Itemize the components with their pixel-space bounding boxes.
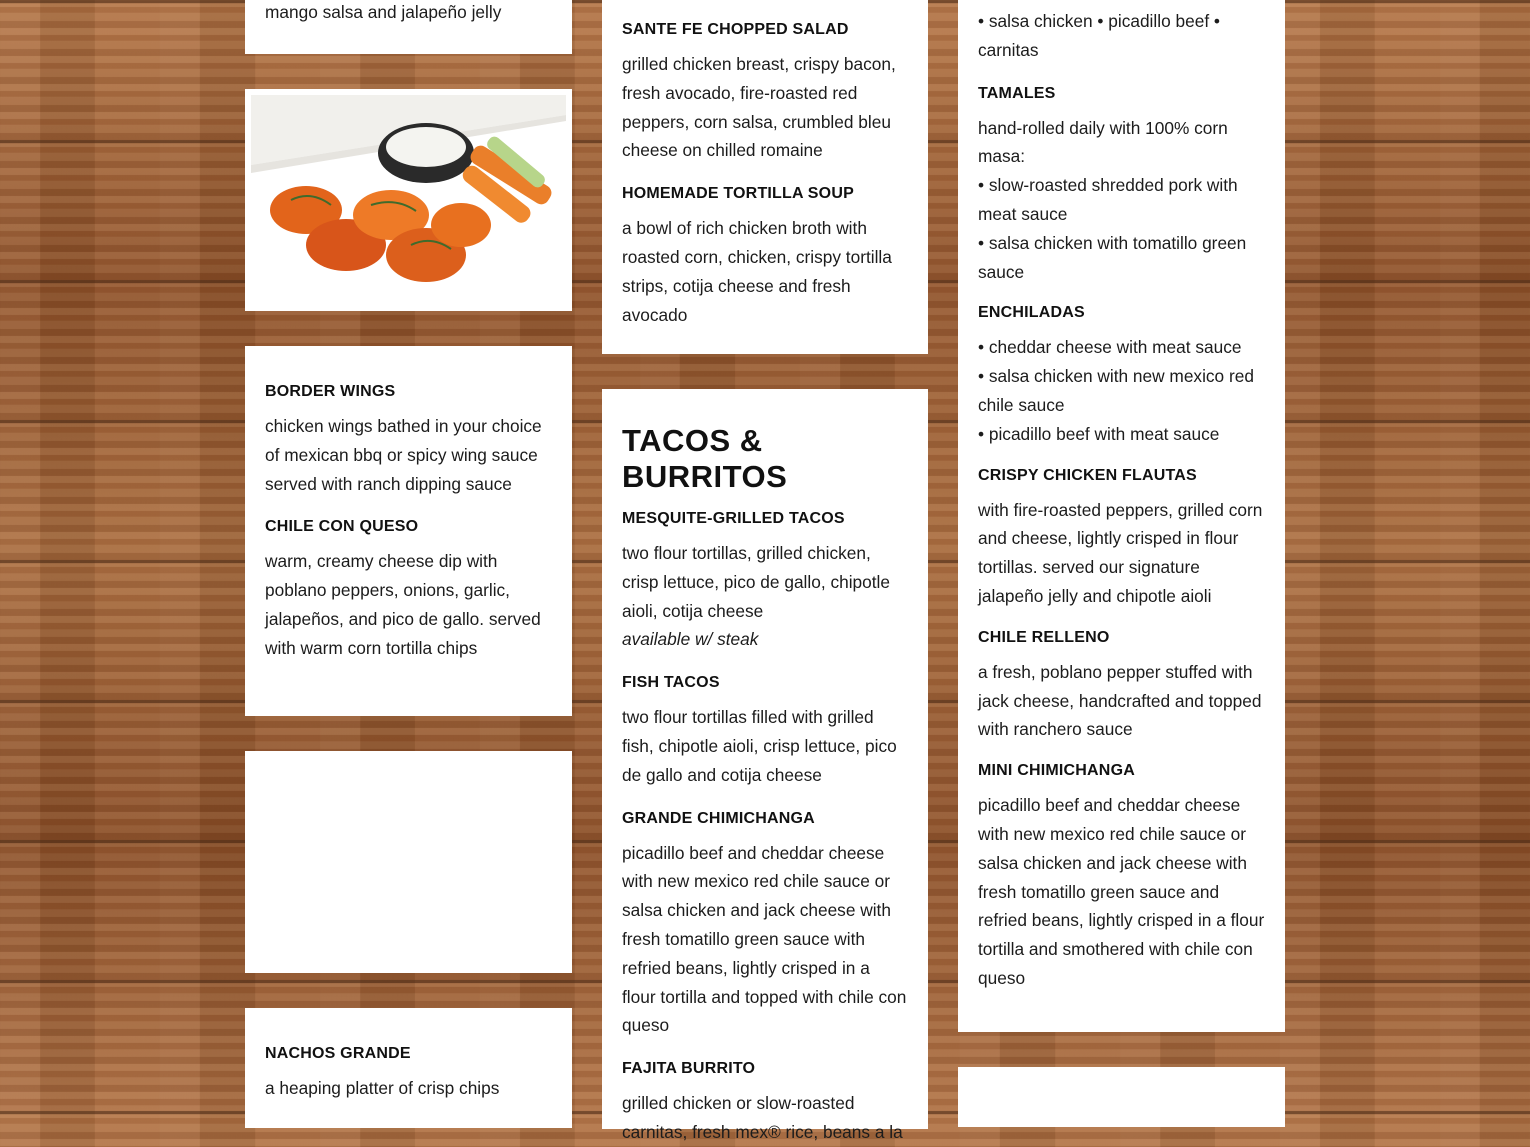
item-description-fajita-burrito: grilled chicken or slow-roasted carnitas, fresh mex® rice, beans a la [622, 1093, 903, 1142]
menu-card-nachos [245, 1008, 572, 1128]
item-description-grande-chimichanga: picadillo beef and cheddar cheese with new mexico red chile sauce or salsa chicken and jack cheese with fresh tomatillo green sauce with refried beans, lightly crisped in a flour tortilla and topped with chile con queso [622, 842, 907, 1036]
item-title-chile-con-queso: CHILE CON QUESO [265, 518, 419, 536]
item-title-border-wings: BORDER WINGS [265, 383, 396, 400]
wings-image [251, 95, 566, 305]
item-line-enchiladas-3: • picadillo beef with meat sauce [978, 423, 1220, 444]
section-title-tacos-burritos: TACOS & BURRITOS [622, 423, 788, 494]
item-title-tamales: TAMALES [978, 84, 1056, 102]
item-title-tortilla-soup: HOMEMADE TORTILLA SOUP [622, 185, 854, 203]
item-title-grande-chimichanga: GRANDE CHIMICHANGA [622, 809, 815, 827]
item-title-nachos-grande: NACHOS GRANDE [265, 1045, 411, 1062]
menu-card-specialties [958, 0, 1285, 1032]
menu-card-bottom-right [958, 1067, 1285, 1127]
menu-card-salads-soups [602, 0, 928, 354]
item-description: mango salsa and jalapeño jelly [265, 2, 502, 22]
item-description-border-wings: chicken wings bathed in your choice of mexican bbq or spicy wing sauce served with ranch dipping sauce [265, 416, 542, 494]
wings-photo [251, 95, 566, 305]
item-title-mini-chimichanga: MINI CHIMICHANGA [978, 762, 1135, 780]
item-title-crispy-flautas: CRISPY CHICKEN FLAUTAS [978, 466, 1197, 484]
menu-card-appetizers [245, 346, 572, 716]
item-line-tamales-2: • slow-roasted shredded pork with meat sauce [978, 175, 1238, 224]
item-description-crispy-flautas: with fire-roasted peppers, grilled corn and cheese, lightly crisped in flour tortillas. served our signature jalapeño jelly and chipotle aioli [978, 499, 1263, 606]
item-description-chile-relleno: a fresh, poblano pepper stuffed with jack cheese, handcrafted and topped with ranchero sauce [978, 661, 1262, 740]
menu-card-tacos-burritos [602, 389, 928, 1142]
item-title-chile-relleno: CHILE RELLENO [978, 628, 1110, 646]
item-line-enchiladas-1: • cheddar cheese with meat sauce [978, 337, 1242, 358]
item-title-sante-fe-salad: SANTE FE CHOPPED SALAD [622, 21, 849, 38]
item-title-fish-tacos: FISH TACOS [622, 674, 720, 692]
item-description-tortilla-soup: a bowl of rich chicken broth with roasted corn, chicken, crispy tortilla strips, cotija cheese and fresh avocado [622, 218, 892, 325]
menu-card-empty [245, 751, 572, 973]
item-title-fajita-burrito: FAJITA BURRITO [622, 1060, 756, 1078]
item-line-tamales-1: hand-rolled daily with 100% corn masa: [978, 117, 1228, 167]
menu-card-top-left [245, 0, 572, 54]
item-note-mesquite-tacos: available w/ steak [622, 629, 759, 650]
item-description-fillings: • salsa chicken • picadillo beef • carnitas [978, 11, 1220, 60]
item-line-tamales-3: • salsa chicken with tomatillo green sauce [978, 232, 1247, 282]
item-description-sante-fe-salad: grilled chicken breast, crispy bacon, fresh avocado, fire-roasted red peppers, corn salsa, crumbled bleu cheese on chilled romaine [622, 54, 896, 161]
item-line-enchiladas-2: • salsa chicken with new mexico red chile sauce [978, 366, 1254, 415]
item-title-mesquite-tacos: MESQUITE-GRILLED TACOS [622, 510, 845, 527]
item-description-chile-con-queso: warm, creamy cheese dip with poblano peppers, onions, garlic, jalapeños, and pico de gallo. served with warm corn tortilla chips [265, 551, 541, 658]
item-title-enchiladas: ENCHILADAS [978, 304, 1085, 322]
wings-photo-card [245, 89, 572, 311]
item-description-nachos-grande: a heaping platter of crisp chips [265, 1078, 500, 1098]
item-description-fish-tacos: two flour tortillas filled with grilled fish, chipotle aioli, crisp lettuce, pico de gallo and cotija cheese [622, 707, 897, 785]
item-description-mini-chimichanga: picadillo beef and cheddar cheese with new mexico red chile sauce or salsa chicken and jack cheese with fresh tomatillo green sauce and refried beans, lightly crisped in a flour tortilla and smothered with chile con queso [978, 795, 1265, 988]
item-description-mesquite-tacos: two flour tortillas, grilled chicken, crisp lettuce, pico de gallo, chipotle aioli, cotija cheese [622, 543, 891, 621]
